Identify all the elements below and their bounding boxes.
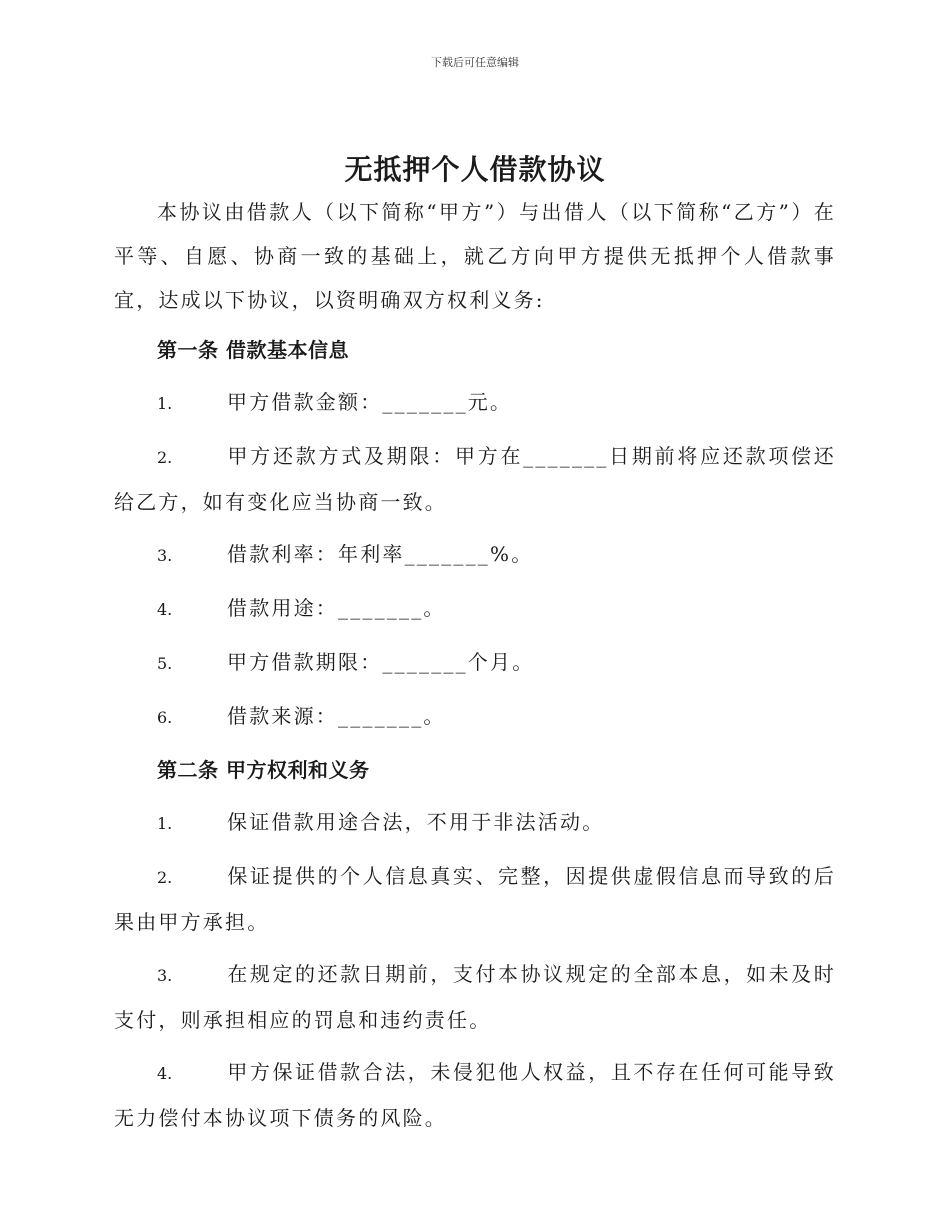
item-number: 3. (157, 966, 173, 985)
document-body (114, 190, 836, 1148)
item-number: 2. (157, 448, 173, 467)
item-text: 在规定的还款日期前，支付本协议规定的全部本息，如未及时支付，则承担相应的罚息和违约责任。 (114, 962, 836, 1032)
section-2-item-2 (114, 854, 836, 944)
section-2-item-3 (114, 952, 836, 1042)
item-number: 6. (157, 708, 173, 727)
item-number: 4. (157, 600, 173, 619)
section-2-item-1 (114, 800, 836, 846)
item-number: 3. (157, 546, 173, 565)
item-number: 1. (157, 394, 173, 413)
item-text: 保证借款用途合法，不用于非法活动。 (227, 810, 605, 834)
section-1-item-5 (114, 640, 836, 686)
item-text: 甲方借款金额：_______元。 (227, 390, 513, 414)
item-text: 甲方借款期限：_______个月。 (227, 650, 535, 674)
item-text: 借款用途：_______。 (227, 596, 446, 620)
item-number: 5. (157, 654, 173, 673)
section-1-item-1 (114, 380, 836, 426)
item-number: 2. (157, 868, 173, 887)
section-1-item-2 (114, 434, 836, 524)
section-1-heading: 第一条 借款基本信息 (157, 338, 349, 362)
item-text: 甲方保证借款合法，未侵犯他人权益，且不存在任何可能导致无力偿付本协议项下债务的风险。 (114, 1060, 836, 1130)
item-number: 4. (157, 1064, 173, 1083)
page-header: 下载后可任意编辑 (431, 56, 519, 69)
section-1-item-6 (114, 694, 836, 740)
item-text: 借款利率：年利率_______%。 (227, 542, 534, 566)
intro-paragraph: 本协议由借款人（以下简称“甲方”）与出借人（以下简称“乙方”）在平等、自愿、协商一致的基础上，就乙方向甲方提供无抵押个人借款事宜，达成以下协议，以资明确双方权利义务: (114, 200, 836, 312)
document-title: 无抵押个人借款协议 (344, 153, 606, 186)
item-text: 借款来源：_______。 (227, 704, 446, 728)
item-number: 1. (157, 814, 173, 833)
item-text: 保证提供的个人信息真实、完整，因提供虚假信息而导致的后果由甲方承担。 (114, 864, 836, 934)
section-1-item-3 (114, 532, 836, 578)
item-text: 甲方还款方式及期限：甲方在_______日期前将应还款项偿还给乙方，如有变化应当协商一致。 (114, 444, 836, 514)
section-1-item-4 (114, 586, 836, 632)
section-2-heading: 第二条 甲方权利和义务 (157, 758, 370, 782)
section-2-item-4 (114, 1050, 836, 1140)
